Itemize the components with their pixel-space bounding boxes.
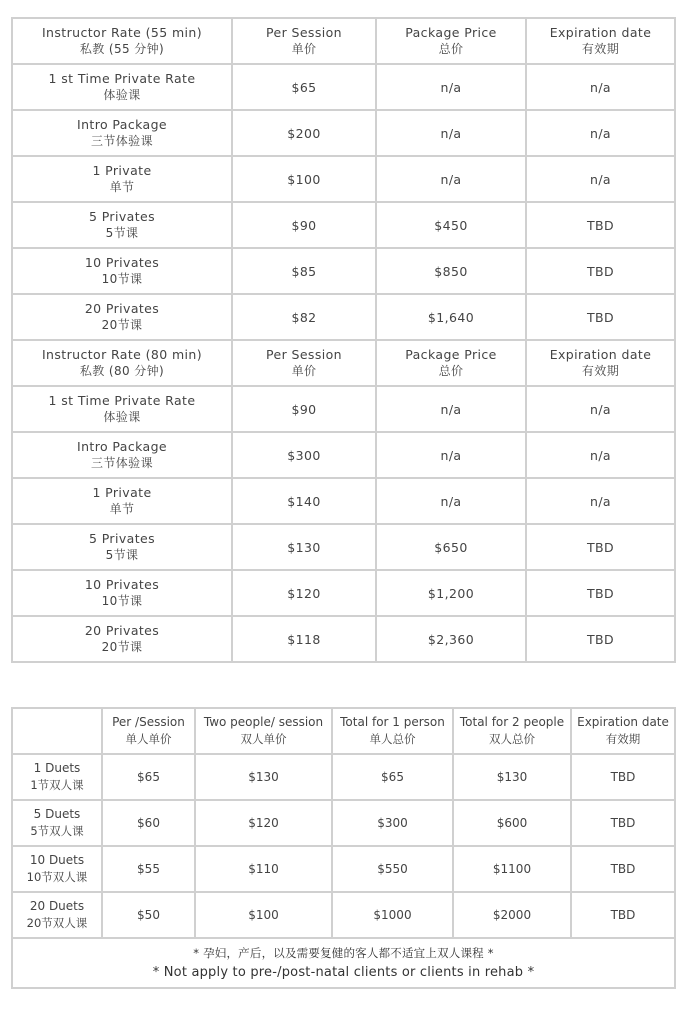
package-name-cell	[12, 294, 232, 340]
table-row	[12, 478, 675, 524]
package-price-cell	[376, 110, 526, 156]
per-session-value: $85	[291, 263, 317, 279]
duet-rates-table	[11, 707, 676, 989]
package-name-zh: 体验课	[103, 410, 141, 424]
per-session-value: $130	[287, 539, 321, 555]
total-one-person-value: $550	[377, 861, 408, 876]
package-name-cell	[12, 64, 232, 110]
header-cell	[571, 708, 675, 754]
per-session-cell	[232, 570, 376, 616]
private-rates-body	[12, 18, 675, 662]
header-label-zh: 有效期	[605, 732, 641, 746]
per-session-cell	[232, 432, 376, 478]
expiration-value: TBD	[586, 585, 615, 601]
duet-rates-body	[12, 708, 675, 938]
table-row	[12, 156, 675, 202]
expiration-cell	[526, 202, 675, 248]
header-label-en: Package Price	[405, 347, 497, 362]
package-price-cell	[376, 616, 526, 662]
package-name-cell	[12, 202, 232, 248]
header-label-en: Per Session	[266, 25, 342, 40]
expiration-cell	[571, 892, 675, 938]
header-label-zh: 私教 (55 分钟)	[79, 42, 165, 56]
header-cell	[232, 340, 376, 386]
duet-name-zh: 10节双人课	[26, 870, 88, 884]
expiration-cell	[526, 386, 675, 432]
per-session-value: $200	[287, 125, 321, 141]
package-price-value: $1,640	[427, 309, 475, 325]
total-two-people-value: $1100	[492, 861, 532, 876]
section-header-row	[12, 18, 675, 64]
total-one-person-cell	[332, 800, 453, 846]
table-row	[12, 800, 675, 846]
header-label-en: Total for 2 people	[459, 715, 565, 729]
per-session-value: $65	[291, 79, 317, 95]
expiration-value: TBD	[610, 769, 636, 784]
expiration-cell	[526, 570, 675, 616]
header-cell	[12, 708, 102, 754]
total-two-people-value: $2000	[492, 907, 532, 922]
header-label-en: Expiration date	[549, 25, 652, 40]
header-label-en: Package Price	[405, 25, 497, 40]
package-price-value: $850	[434, 263, 468, 279]
package-name-en: 10 Privates	[84, 255, 160, 270]
expiration-value: n/a	[590, 79, 611, 95]
per-session-cell	[232, 202, 376, 248]
total-two-people-value: $130	[496, 769, 528, 784]
duet-name-en: 5 Duets	[33, 807, 81, 821]
per-session-cell	[102, 892, 195, 938]
package-name-en: 20 Privates	[84, 623, 160, 638]
header-cell	[453, 708, 571, 754]
duet-note-zh: * 孕妇，产后，以及需要复健的客人都不适宜上双人课程 *	[193, 946, 494, 960]
total-two-people-cell	[453, 892, 571, 938]
package-price-value: n/a	[440, 79, 462, 95]
total-two-people-cell	[453, 800, 571, 846]
header-cell	[12, 340, 232, 386]
package-name-en: 1 Private	[92, 163, 152, 178]
header-label-zh: 有效期	[581, 364, 620, 378]
table-row	[12, 754, 675, 800]
package-price-cell	[376, 64, 526, 110]
package-name-zh: 三节体验课	[90, 456, 153, 470]
table-row	[12, 892, 675, 938]
package-name-zh: 三节体验课	[90, 134, 153, 148]
table-row	[12, 294, 675, 340]
per-session-value: $90	[291, 401, 317, 417]
table-row	[12, 202, 675, 248]
duet-name-zh: 1节双人课	[30, 778, 84, 792]
duet-name-cell	[12, 754, 102, 800]
duet-name-en: 10 Duets	[29, 853, 85, 867]
header-label-zh: 单价	[291, 42, 317, 56]
expiration-value: n/a	[590, 171, 611, 187]
package-name-cell	[12, 432, 232, 478]
header-label-en: Expiration date	[549, 347, 652, 362]
per-session-cell	[102, 800, 195, 846]
package-name-zh: 10节课	[101, 594, 143, 608]
expiration-cell	[526, 294, 675, 340]
header-label-zh: 双人总价	[489, 732, 535, 746]
package-price-cell	[376, 202, 526, 248]
package-name-en: 20 Privates	[84, 301, 160, 316]
header-cell	[12, 18, 232, 64]
per-session-value: $140	[287, 493, 321, 509]
header-cell	[376, 340, 526, 386]
expiration-value: TBD	[610, 861, 636, 876]
header-label-en: Expiration date	[577, 715, 669, 729]
package-price-value: $450	[434, 217, 468, 233]
per-session-value: $65	[137, 769, 160, 784]
two-people-session-cell	[195, 846, 332, 892]
total-one-person-value: $65	[381, 769, 404, 784]
total-one-person-cell	[332, 892, 453, 938]
table-row	[12, 524, 675, 570]
per-session-cell	[102, 754, 195, 800]
package-price-value: n/a	[440, 447, 462, 463]
package-price-value: n/a	[440, 493, 462, 509]
two-people-session-value: $130	[248, 769, 279, 784]
per-session-value: $100	[287, 171, 321, 187]
total-two-people-value: $600	[496, 815, 528, 830]
header-cell	[332, 708, 453, 754]
expiration-cell	[526, 432, 675, 478]
table-row	[12, 432, 675, 478]
package-name-cell	[12, 386, 232, 432]
duet-note	[12, 938, 675, 988]
package-price-cell	[376, 524, 526, 570]
package-name-en: 10 Privates	[84, 577, 160, 592]
duet-name-en: 1 Duets	[33, 761, 81, 775]
package-name-en: 5 Privates	[88, 531, 156, 546]
per-session-value: $90	[291, 217, 317, 233]
two-people-session-cell	[195, 800, 332, 846]
header-cell	[526, 340, 675, 386]
package-name-cell	[12, 570, 232, 616]
private-rates-table	[11, 17, 676, 663]
package-price-cell	[376, 570, 526, 616]
package-price-cell	[376, 478, 526, 524]
total-one-person-value: $300	[377, 815, 408, 830]
duet-name-cell	[12, 846, 102, 892]
per-session-value: $82	[291, 309, 317, 325]
package-price-value: $2,360	[427, 631, 475, 647]
per-session-cell	[232, 156, 376, 202]
table-row	[12, 386, 675, 432]
package-name-cell	[12, 616, 232, 662]
header-label-en: Instructor Rate (55 min)	[41, 25, 203, 40]
package-price-value: n/a	[440, 401, 462, 417]
total-one-person-cell	[332, 754, 453, 800]
expiration-cell	[526, 248, 675, 294]
expiration-value: n/a	[590, 493, 611, 509]
per-session-cell	[232, 524, 376, 570]
header-label-zh: 私教 (80 分钟)	[79, 364, 165, 378]
package-price-value: n/a	[440, 125, 462, 141]
header-label-zh: 双人单价	[240, 732, 287, 746]
package-name-cell	[12, 524, 232, 570]
package-name-zh: 单节	[109, 502, 135, 516]
duet-name-en: 20 Duets	[29, 899, 85, 913]
duet-note-row	[12, 938, 675, 988]
per-session-cell	[232, 64, 376, 110]
package-name-zh: 20节课	[101, 318, 143, 332]
section-header-row	[12, 340, 675, 386]
total-one-person-value: $1000	[373, 907, 412, 922]
expiration-value: TBD	[610, 815, 636, 830]
package-name-zh: 10节课	[101, 272, 143, 286]
table-row	[12, 846, 675, 892]
package-price-cell	[376, 432, 526, 478]
expiration-cell	[526, 524, 675, 570]
package-name-zh: 体验课	[103, 88, 141, 102]
per-session-cell	[232, 110, 376, 156]
duet-name-cell	[12, 892, 102, 938]
header-label-zh: 总价	[438, 364, 464, 378]
two-people-session-value: $120	[248, 815, 279, 830]
header-label-zh: 单人总价	[369, 732, 416, 746]
package-name-zh: 5节课	[105, 548, 139, 562]
expiration-cell	[571, 800, 675, 846]
expiration-cell	[571, 754, 675, 800]
package-price-value: $1,200	[427, 585, 475, 601]
expiration-value: n/a	[590, 125, 611, 141]
expiration-value: TBD	[610, 907, 636, 922]
two-people-session-cell	[195, 754, 332, 800]
package-price-cell	[376, 386, 526, 432]
per-session-cell	[232, 478, 376, 524]
package-name-en: Intro Package	[76, 117, 167, 132]
total-two-people-cell	[453, 754, 571, 800]
package-name-en: 1 st Time Private Rate	[48, 71, 196, 86]
header-label-en: Two people/ session	[203, 715, 324, 729]
table-row	[12, 570, 675, 616]
header-label-zh: 单价	[291, 364, 317, 378]
package-price-value: $650	[434, 539, 468, 555]
per-session-value: $300	[287, 447, 321, 463]
duet-name-cell	[12, 800, 102, 846]
per-session-cell	[102, 846, 195, 892]
expiration-value: n/a	[590, 447, 611, 463]
expiration-value: TBD	[586, 631, 615, 647]
per-session-cell	[232, 616, 376, 662]
package-name-cell	[12, 156, 232, 202]
table-row	[12, 64, 675, 110]
per-session-value: $55	[137, 861, 160, 876]
package-price-value: n/a	[440, 171, 462, 187]
package-name-zh: 5节课	[105, 226, 139, 240]
package-name-zh: 20节课	[101, 640, 143, 654]
header-cell	[102, 708, 195, 754]
expiration-value: TBD	[586, 539, 615, 555]
duet-header-row	[12, 708, 675, 754]
header-label-zh: 单人单价	[125, 732, 172, 746]
per-session-value: $50	[137, 907, 160, 922]
duet-name-zh: 5节双人课	[30, 824, 84, 838]
per-session-cell	[232, 386, 376, 432]
package-price-cell	[376, 156, 526, 202]
expiration-cell	[526, 110, 675, 156]
header-label-zh: 总价	[438, 42, 464, 56]
package-name-zh: 单节	[109, 180, 135, 194]
expiration-cell	[571, 846, 675, 892]
per-session-cell	[232, 294, 376, 340]
package-price-cell	[376, 294, 526, 340]
header-cell	[376, 18, 526, 64]
two-people-session-value: $110	[248, 861, 279, 876]
package-name-cell	[12, 248, 232, 294]
package-name-cell	[12, 478, 232, 524]
per-session-value: $118	[287, 631, 321, 647]
header-label-zh: 有效期	[581, 42, 620, 56]
expiration-value: TBD	[586, 263, 615, 279]
header-label-en: Total for 1 person	[340, 715, 445, 729]
header-label-en: Instructor Rate (80 min)	[41, 347, 203, 362]
package-name-cell	[12, 110, 232, 156]
header-label-en: Per Session	[266, 347, 342, 362]
duet-name-zh: 20节双人课	[26, 916, 88, 930]
per-session-cell	[232, 248, 376, 294]
header-cell	[232, 18, 376, 64]
two-people-session-value: $100	[248, 907, 279, 922]
header-label-en: Per /Session	[112, 715, 185, 729]
two-people-session-cell	[195, 892, 332, 938]
expiration-cell	[526, 156, 675, 202]
package-name-en: 1 st Time Private Rate	[48, 393, 196, 408]
table-row	[12, 248, 675, 294]
per-session-value: $120	[287, 585, 321, 601]
package-name-en: Intro Package	[76, 439, 167, 454]
header-cell	[195, 708, 332, 754]
table-row	[12, 110, 675, 156]
package-price-cell	[376, 248, 526, 294]
expiration-value: TBD	[586, 217, 615, 233]
duet-note-en: * Not apply to pre-/post-natal clients or clients in rehab *	[152, 965, 535, 980]
per-session-value: $60	[137, 815, 160, 830]
total-two-people-cell	[453, 846, 571, 892]
package-name-en: 1 Private	[92, 485, 152, 500]
header-cell	[526, 18, 675, 64]
expiration-value: TBD	[586, 309, 615, 325]
expiration-cell	[526, 478, 675, 524]
table-row	[12, 616, 675, 662]
package-name-en: 5 Privates	[88, 209, 156, 224]
total-one-person-cell	[332, 846, 453, 892]
expiration-value: n/a	[590, 401, 611, 417]
expiration-cell	[526, 616, 675, 662]
expiration-cell	[526, 64, 675, 110]
